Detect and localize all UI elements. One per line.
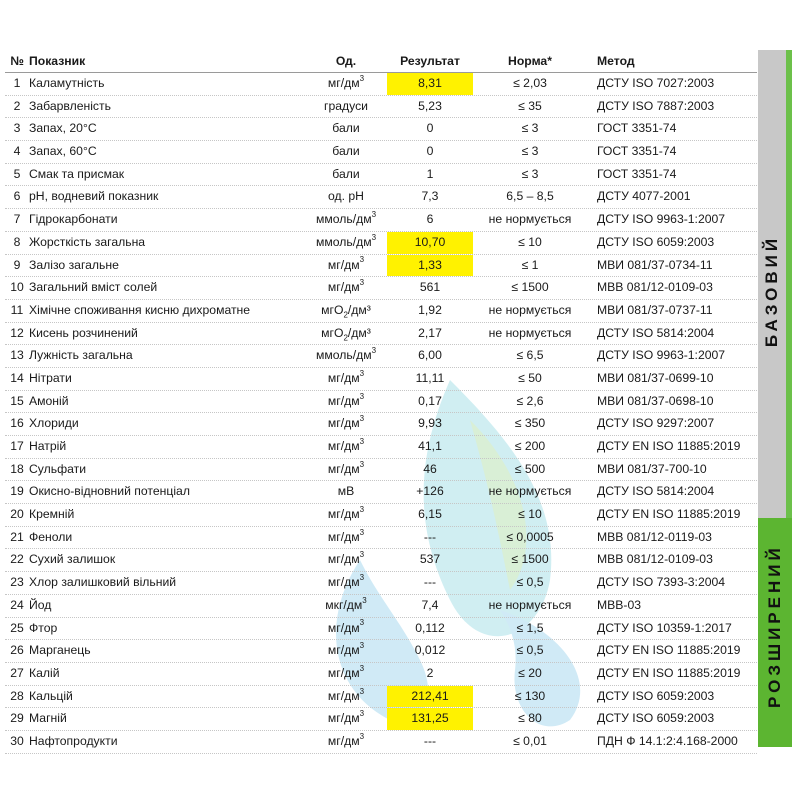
result-value: --- <box>423 733 437 748</box>
row-num: 12 <box>10 325 24 340</box>
table-row <box>5 164 757 187</box>
row-result <box>387 345 473 367</box>
row-name: Хлориди <box>29 416 79 431</box>
header-name: Показник <box>29 54 86 68</box>
table-row <box>5 686 757 709</box>
row-unit: $мг/дм^3$ <box>327 505 365 522</box>
row-norm: ≤ 6,5 <box>516 348 544 363</box>
row-unit: ммоль/$дм^3$ <box>315 232 377 249</box>
row-result <box>387 118 473 140</box>
row-name: Окисно-відновний потенціал <box>29 484 190 499</box>
row-num: 7 <box>13 212 21 227</box>
row-method: ДСТУ ISO 6059:2003 <box>597 711 715 726</box>
row-num: 18 <box>10 461 24 476</box>
result-value: --- <box>423 575 437 590</box>
row-num: 20 <box>10 507 24 522</box>
row-method: ДСТУ ISO 7027:2003 <box>597 76 715 90</box>
row-result <box>387 300 473 322</box>
row-name: Забарвленість <box>29 98 111 113</box>
row-method: ДСТУ ISO 9297:2007 <box>597 416 715 431</box>
row-result <box>387 595 473 617</box>
row-num: 8 <box>13 234 21 249</box>
row-name: Натрій <box>29 439 67 453</box>
row-norm: ≤ 50 <box>518 370 542 385</box>
row-result <box>387 459 473 481</box>
row-method: ДСТУ ISO 6059:2003 <box>597 234 715 249</box>
row-result <box>387 504 473 526</box>
row-method: МВИ 081/37-0737-11 <box>597 302 713 317</box>
row-unit: мгО$_2$/дм³ <box>321 302 371 320</box>
row-method: ДСТУ ISO 6059:2003 <box>597 688 715 703</box>
row-unit: $мг/дм^3$ <box>327 731 365 748</box>
result-value: 9,93 <box>418 416 442 431</box>
row-name: Марганець <box>29 643 91 658</box>
row-result <box>387 209 473 231</box>
row-norm: ≤ 0,5 <box>516 643 544 658</box>
header-num: № <box>10 54 24 68</box>
row-unit: $мг/дм^3$ <box>327 278 365 295</box>
table-row <box>5 96 757 119</box>
row-result <box>387 391 473 413</box>
result-value: 6,15 <box>418 507 442 522</box>
table-row <box>5 413 757 436</box>
table-row <box>5 572 757 595</box>
row-result <box>387 277 473 299</box>
table-row <box>5 708 757 731</box>
result-value: 46 <box>423 461 437 476</box>
row-result <box>387 549 473 571</box>
row-num: 10 <box>10 280 24 295</box>
row-num: 27 <box>10 665 24 680</box>
row-num: 1 <box>13 76 21 90</box>
row-name: Залізо загальне <box>29 257 119 272</box>
row-norm: не нормується <box>488 212 572 227</box>
row-norm: не нормується <box>488 484 572 499</box>
row-name: Магній <box>29 711 67 726</box>
table-row <box>5 368 757 391</box>
row-name: Калій <box>29 665 60 680</box>
row-unit: ммоль/$дм^3$ <box>315 346 377 363</box>
row-method: ДСТУ 4077-2001 <box>597 189 691 204</box>
result-value: 6 <box>426 212 434 227</box>
row-num: 25 <box>10 620 24 635</box>
row-num: 4 <box>13 144 21 159</box>
row-result <box>387 708 473 730</box>
header-result: Результат <box>400 54 460 68</box>
row-name: Нітрати <box>29 370 72 385</box>
table-row <box>5 481 757 504</box>
row-unit: $мг/дм^3$ <box>327 573 365 590</box>
row-num: 24 <box>10 597 24 612</box>
header-unit: Од. <box>335 54 357 68</box>
row-method: МВВ 081/12-0109-03 <box>597 280 713 295</box>
table-row <box>5 663 757 686</box>
highlighted-result: 10,70 <box>387 232 473 254</box>
row-name: Загальний вміст солей <box>29 280 158 295</box>
row-norm: не нормується <box>488 597 572 612</box>
row-method: МВВ 081/12-0109-03 <box>597 552 713 567</box>
row-num: 21 <box>10 529 24 544</box>
row-unit: мВ <box>337 484 355 499</box>
table-row <box>5 731 757 754</box>
row-unit: $мг/дм^3$ <box>327 686 365 703</box>
row-unit: градуси <box>324 98 368 113</box>
water-analysis-table <box>5 50 757 754</box>
row-method: ДСТУ ISO 7887:2003 <box>597 98 715 113</box>
row-method: ГОСТ 3351-74 <box>597 121 677 136</box>
row-name: Феноли <box>29 529 73 544</box>
row-method: МВИ 081/37-0699-10 <box>597 370 714 385</box>
table-header <box>5 50 757 73</box>
table-row <box>5 436 757 459</box>
row-num: 16 <box>10 416 24 431</box>
row-unit: $мг/дм^3$ <box>327 663 365 680</box>
row-result <box>387 96 473 118</box>
row-unit: $мг/дм^3$ <box>327 255 365 272</box>
result-value: 0,112 <box>415 620 445 635</box>
result-value: 561 <box>419 280 441 295</box>
row-name: Кальцій <box>29 688 73 703</box>
row-unit: мгО$_2$/дм³ <box>321 325 371 342</box>
table-row <box>5 209 757 232</box>
row-name: Лужність загальна <box>29 348 133 363</box>
row-result <box>387 731 473 753</box>
row-unit: $мг/дм^3$ <box>327 391 365 408</box>
row-result <box>387 572 473 594</box>
row-result <box>387 232 473 254</box>
row-unit: $мг/дм^3$ <box>327 618 365 635</box>
row-name: Хлор залишковий вільний <box>29 575 177 590</box>
result-value: 1 <box>426 166 434 181</box>
row-result <box>387 686 473 708</box>
result-value: 2 <box>426 665 434 680</box>
row-method: ДСТУ EN ISO 11885:2019 <box>597 643 741 658</box>
row-unit: $мг/дм^3$ <box>327 527 365 544</box>
row-method: МВВ-03 <box>597 597 642 612</box>
row-result <box>387 255 473 277</box>
result-value: 0 <box>426 121 434 136</box>
table-row <box>5 345 757 368</box>
table-row <box>5 527 757 550</box>
row-result <box>387 481 473 503</box>
row-norm: ≤ 200 <box>514 439 546 453</box>
row-result <box>387 368 473 390</box>
table-row <box>5 73 757 96</box>
row-unit: $мг/дм^3$ <box>327 459 365 476</box>
row-result <box>387 618 473 640</box>
table-body <box>5 73 757 754</box>
row-norm: ≤ 35 <box>518 98 542 113</box>
row-num: 23 <box>10 575 24 590</box>
row-norm: ≤ 1500 <box>511 552 549 567</box>
table-row <box>5 300 757 323</box>
result-value: 5,23 <box>418 98 442 113</box>
row-method: МВИ 081/37-0734-11 <box>597 257 713 272</box>
row-method: ДСТУ ISO 9963-1:2007 <box>597 348 726 363</box>
row-num: 26 <box>10 643 24 658</box>
result-value: 0,012 <box>414 643 446 658</box>
header-method: Метод <box>597 54 635 68</box>
row-norm: ≤ 10 <box>518 507 542 522</box>
row-method: ГОСТ 3351-74 <box>597 144 677 159</box>
row-unit: ммоль/$дм^3$ <box>315 210 377 227</box>
row-unit: бали <box>332 166 360 181</box>
row-num: 3 <box>13 121 21 136</box>
row-num: 14 <box>10 370 24 385</box>
basic-label: БАЗОВИЙ <box>762 234 781 348</box>
result-value: 41,1 <box>418 439 442 453</box>
accent-line <box>786 50 792 518</box>
result-value: +126 <box>416 484 444 499</box>
result-value: 7,4 <box>421 597 439 612</box>
table-row <box>5 618 757 641</box>
row-num: 28 <box>10 688 24 703</box>
row-name: Сухий залишок <box>29 552 116 567</box>
row-name: Хімічне споживання кисню дихроматне <box>29 302 251 317</box>
row-num: 29 <box>10 711 24 726</box>
highlighted-result: 131,25 <box>387 708 473 730</box>
extended-label: РОЗШИРЕНИЙ <box>765 544 784 708</box>
result-value: --- <box>423 529 437 544</box>
row-result <box>387 323 473 345</box>
row-norm: ≤ 2,6 <box>516 393 544 408</box>
row-unit: $мг/дм^3$ <box>327 73 365 90</box>
table-row <box>5 504 757 527</box>
row-method: ДСТУ ISO 5814:2004 <box>597 484 715 499</box>
row-num: 19 <box>10 484 24 499</box>
row-norm: ≤ 3 <box>521 166 539 181</box>
result-value: 2,17 <box>418 325 442 340</box>
row-norm: ≤ 1 <box>521 257 539 272</box>
row-method: ДСТУ ISO 9963-1:2007 <box>597 212 726 227</box>
row-result <box>387 640 473 662</box>
row-norm: ≤ 20 <box>518 665 542 680</box>
row-method: ПДН Ф 14.1:2:4.168-2000 <box>597 733 738 748</box>
row-norm: ≤ 1,5 <box>516 620 544 635</box>
row-method: ДСТУ EN ISO 11885:2019 <box>597 507 741 522</box>
row-name: Сульфати <box>29 461 87 476</box>
table-row <box>5 323 757 346</box>
row-unit: бали <box>332 121 360 136</box>
row-num: 22 <box>10 552 24 567</box>
highlighted-result: 1,33 <box>387 255 473 277</box>
row-method: МВИ 081/37-0698-10 <box>597 393 714 408</box>
row-unit: $мг/дм^3$ <box>327 436 365 453</box>
row-method: ГОСТ 3351-74 <box>597 166 677 181</box>
row-result <box>387 164 473 186</box>
row-result <box>387 663 473 685</box>
table-row <box>5 640 757 663</box>
result-value: 0 <box>426 144 434 159</box>
row-num: 9 <box>13 257 21 272</box>
row-norm: ≤ 1500 <box>511 280 549 295</box>
table-row <box>5 141 757 164</box>
row-norm: ≤ 80 <box>518 711 542 726</box>
row-norm: ≤ 0,5 <box>516 575 544 590</box>
row-unit: мкг/$дм^3$ <box>325 595 367 612</box>
row-unit: од. рН <box>328 189 364 204</box>
row-num: 30 <box>10 733 24 748</box>
row-norm: не нормується <box>488 325 572 340</box>
row-norm: ≤ 2,03 <box>513 76 547 90</box>
row-method: ДСТУ ISO 7393-3:2004 <box>597 575 726 590</box>
row-name: Каламутність <box>29 76 105 90</box>
result-value: 1,92 <box>418 302 442 317</box>
row-result <box>387 186 473 208</box>
row-name: Смак та присмак <box>29 166 125 181</box>
result-value: 0,17 <box>418 393 442 408</box>
row-norm: ≤ 130 <box>514 688 546 703</box>
row-num: 2 <box>13 98 21 113</box>
row-num: 5 <box>13 166 21 181</box>
result-value: 11,11 <box>415 370 445 385</box>
row-result <box>387 73 473 95</box>
row-name: Гідрокарбонати <box>29 212 118 227</box>
result-value: 537 <box>419 552 441 567</box>
row-method: ДСТУ EN ISO 11885:2019 <box>597 665 741 680</box>
row-method: ДСТУ EN ISO 11885:2019 <box>597 439 741 453</box>
row-norm: ≤ 0,01 <box>513 733 547 748</box>
row-method: ДСТУ ISO 10359-1:2017 <box>597 620 732 635</box>
row-name: Жорсткість загальна <box>29 234 146 249</box>
highlighted-result: 8,31 <box>387 73 473 95</box>
row-unit: $мг/дм^3$ <box>327 641 365 658</box>
header-norm: Норма* <box>508 54 552 68</box>
row-unit: $мг/дм^3$ <box>327 368 365 385</box>
table-row <box>5 595 757 618</box>
row-name: Кисень розчинений <box>29 325 138 340</box>
row-method: МВВ 081/12-0119-03 <box>597 529 712 544</box>
row-norm: ≤ 3 <box>521 121 539 136</box>
row-num: 13 <box>10 348 24 363</box>
row-name: Запах, 60°С <box>29 144 97 159</box>
row-num: 11 <box>10 302 24 317</box>
row-unit: $мг/дм^3$ <box>327 550 365 567</box>
row-result <box>387 527 473 549</box>
table-row <box>5 255 757 278</box>
row-result <box>387 413 473 435</box>
row-num: 15 <box>10 393 24 408</box>
row-norm: ≤ 0,0005 <box>506 529 554 544</box>
row-name: Кремній <box>29 507 75 522</box>
row-result <box>387 141 473 163</box>
row-name: Запах, 20°С <box>29 121 97 136</box>
table-row <box>5 391 757 414</box>
table-row <box>5 118 757 141</box>
result-value: 6,00 <box>418 348 442 363</box>
row-unit: $мг/дм^3$ <box>327 414 365 431</box>
highlighted-result: 212,41 <box>387 686 473 708</box>
table-row <box>5 277 757 300</box>
row-name: Нафтопродукти <box>29 733 118 748</box>
row-num: 6 <box>13 189 21 204</box>
row-name: Амоній <box>29 393 69 408</box>
row-norm: ≤ 3 <box>521 144 539 159</box>
row-result <box>387 436 473 458</box>
row-name: pH, водневий показник <box>29 189 159 204</box>
row-norm: 6,5 – 8,5 <box>506 189 554 204</box>
row-method: ДСТУ ISO 5814:2004 <box>597 325 715 340</box>
row-method: МВИ 081/37-700-10 <box>597 461 707 476</box>
row-norm: ≤ 350 <box>514 416 546 431</box>
result-value: 7,3 <box>421 189 439 204</box>
row-unit: бали <box>332 144 360 159</box>
row-norm: не нормується <box>488 302 572 317</box>
row-norm: ≤ 500 <box>514 461 546 476</box>
table-row <box>5 232 757 255</box>
table-row <box>5 549 757 572</box>
row-norm: ≤ 10 <box>518 234 542 249</box>
table-row <box>5 186 757 209</box>
row-num: 17 <box>10 439 24 453</box>
row-name: Фтор <box>29 620 58 635</box>
row-unit: $мг/дм^3$ <box>327 709 365 726</box>
row-name: Йод <box>29 597 52 612</box>
table-row <box>5 459 757 482</box>
